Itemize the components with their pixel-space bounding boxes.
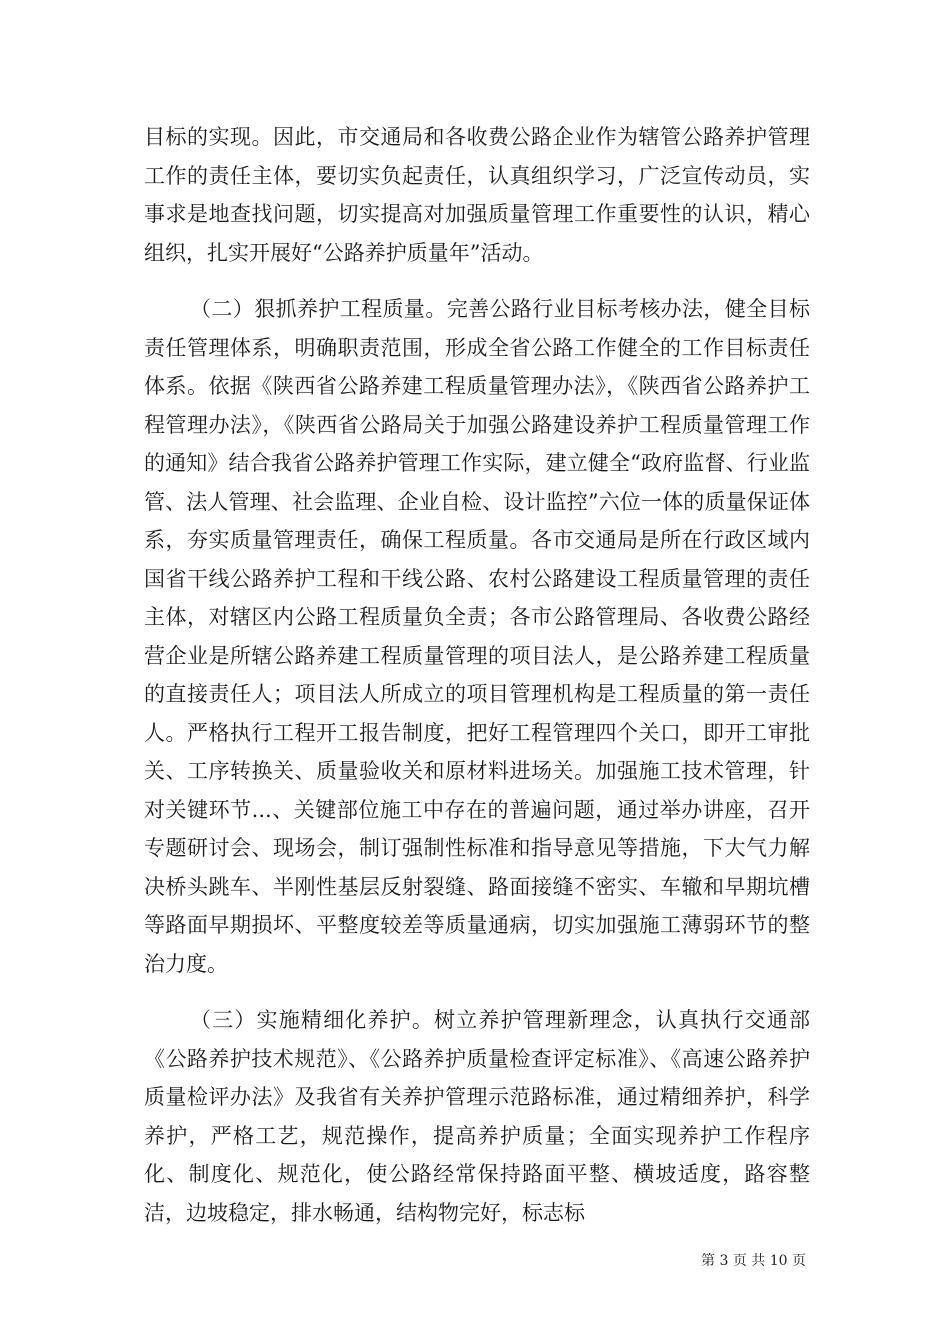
page-number-footer: 第 3 页 共 10 页 xyxy=(701,1253,806,1269)
document-body xyxy=(144,118,810,1232)
paragraph-1: 目标的实现。因此，市交通局和各收费公路企业作为辖管公路养护管理工作的责任主体，要切实负起责任，认真组织学习，广泛宣传动员，实事求是地查找问题，切实提高对加强质量管理工作重要性的认识，精心组织，扎实开展好“公路养护质量年”活动。 xyxy=(144,125,810,265)
paragraph-2-quality-management: （二）狠抓养护工程质量。完善公路行业目标考核办法，健全目标责任管理体系，明确职责范围，形成全省公路工作健全的工作目标责任体系。依据《陕西省公路养建工程质量管理办法》，《陕西省公路养护工程管理办法》，《陕西省公路局关于加强公路建设养护工程质量管理工作的通知》结合我省公路养护管理工作实际，建立健全“政府监督、行业监管、法人管理、社会监理、企业自检、设计监控”六位一体的质量保证体系，夯实质量管理责任，确保工程质量。各市交通局是所在行政区域内国省干线公路养护工程和干线公路、农村公路建设工程质量管理的责任主体，对辖区内公路工程质量负全责；各市公路管理局、各收费公路经营企业是所辖公路养建工程质量管理的项目法人，是公路养建工程质量的直接责任人；项目法人所成立的项目管理机构是工程质量的第一责任人。严格执行工程开工报告制度，把好工程管理四个关口，即开工审批关、工序转换关、质量验收关和原材料进场关。加强施工技术管理，针对关键环节...、关键部位施工中存在的普遍问题，通过举办讲座，召开专题研讨会、现场会，制订强制性标准和指导意见等措施，下大气力解决桥头跳车、半刚性基层反射裂缝、路面接缝不密实、车辙和早期坑槽等路面早期损坏、平整度较差等质量通病，切实加强施工薄弱环节的整治力度。 xyxy=(144,297,810,976)
paragraph-3-fine-maintenance: （三）实施精细化养护。树立养护管理新理念，认真执行交通部《公路养护技术规范》、《公路养护质量检查评定标准》、《高速公路养护质量检评办法》及我省有关养护管理示范路标准，通过精细养护，科学养护，严格工艺，规范操作，提高养护质量；全面实现养护工作程序化、制度化、规范化，使公路经常保持路面平整、横坡适度，路容整洁，边坡稳定，排水畅通，结构物完好，标志标 xyxy=(144,1008,810,1225)
